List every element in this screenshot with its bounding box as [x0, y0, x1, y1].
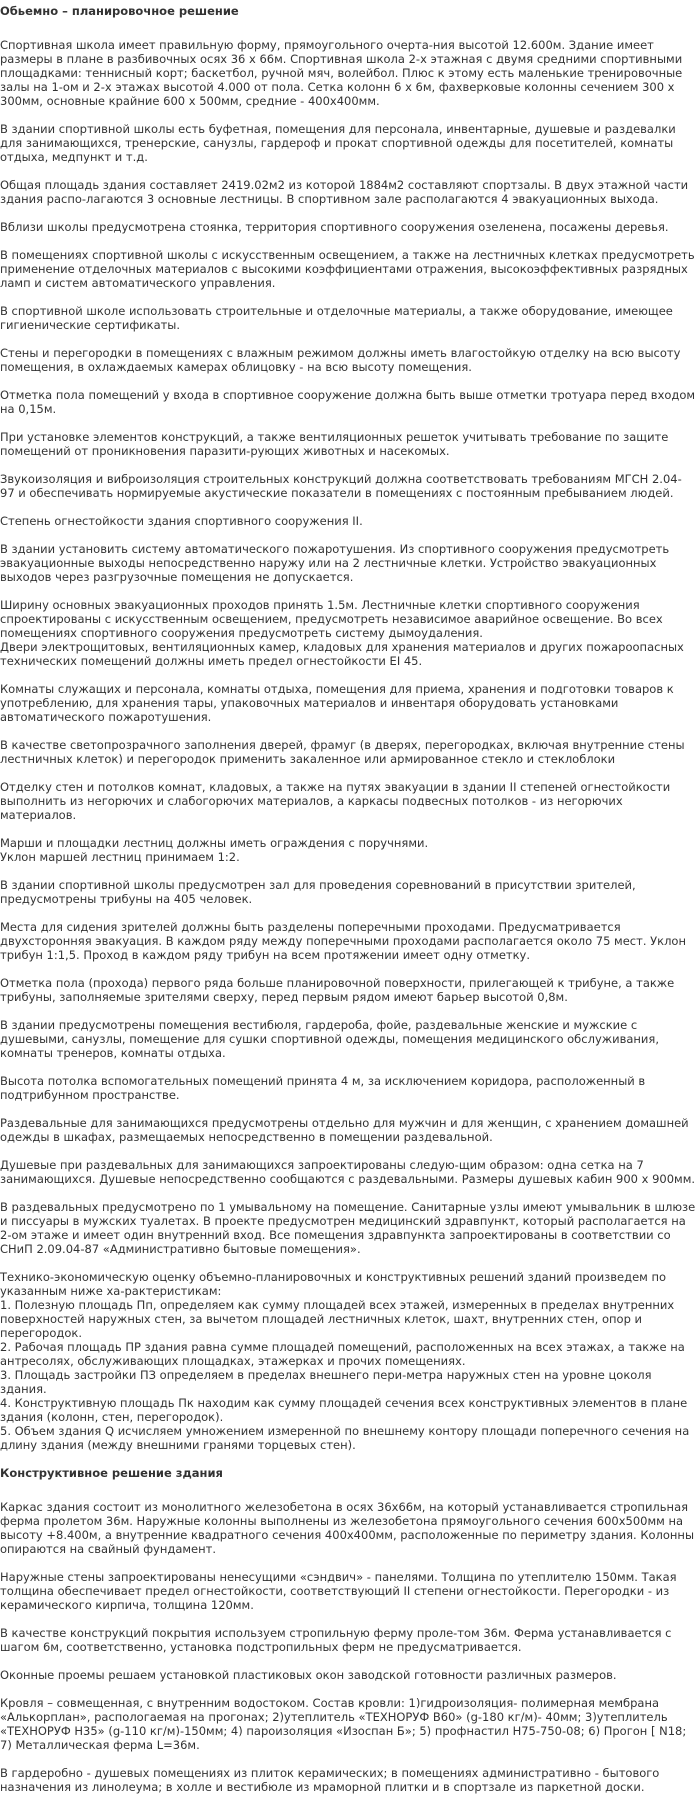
paragraph: Вблизи школы предусмотрена стоянка, территория спортивного сооружения озеленена, посажены деревья. — [0, 220, 669, 234]
paragraph: Степень огнестойкости здания спортивного сооружения II. — [0, 514, 363, 528]
paragraph: Места для сидения зрителей должны быть разделены поперечными проходами. Предусматривается двухсторонняя эвакуация. В каждом ряду между поперечными проходами располагается около 75 мест. Уклон трибун 1:1,5. Проход в каждом ряду трибун на всем протяжении имеет одну отметку. — [0, 920, 686, 962]
paragraph: При установке элементов конструкций, а также вентиляционных решеток учитывать требование по защите помещений от проникновения паразити-рующих животных и насекомых. — [0, 430, 669, 458]
paragraph: Отметка пола (прохода) первого ряда больше планировочной поверхности, прилегающей к трибуне, а также трибуны, заполняемые зрителями сверху, перед первым рядом имеют барьер высотой 0,8м. — [0, 976, 675, 1004]
paragraph: В качестве светопрозрачного заполнения дверей, фрамуг (в дверях, перегородках, включая внутренние стены лестничных клеток) и перегородок применить закаленное или армированное стекло и стеклоблоки — [0, 738, 685, 766]
paragraph: Общая площадь здания составляет 2419.02м2 из которой 1884м2 составляют спортзалы. В двух этажной части здания распо-лагаются 3 основные лестницы. В спортивном зале располагаются 4 эвакуационных выхода. — [0, 178, 689, 206]
paragraph: Душевые при раздевальных для занимающихся запроектированы следую-щим образом: одна сетка на 7 занимающихся. Душевые непосредственно сообщаются с раздевальными. Размеры душевых кабин 900 х 900мм. — [0, 1158, 696, 1186]
paragraph: В здании предусмотрены помещения вестибюля, гардероба, фойе, раздевальные женские и мужские с душевыми, санузлы, помещение для сушки спортивной одежды, помещения медицинского обслуживания, комнаты тренеров, комнаты отдыха. — [0, 1018, 659, 1060]
paragraph: В здании установить систему автоматического пожаротушения. Из спортивного сооружения предусмотреть эвакуационные выходы непосредственно наружу или на 2 лестничные клетки. Устройство эвакуационных выходов через разгрузочные помещения не допускается. — [0, 542, 670, 584]
paragraph: Ширину основных эвакуационных проходов принять 1.5м. Лестничные клетки спортивного сооружения спроектированы с искусственным освещением, предусмотреть независимое аварийное освещение. Во всех помещениях спортивного сооружения предусмотреть систему дымоудаления. Двери электрощитовых, вентиляционных камер, кладовых для хранения материалов и других пожароопасных технических помещений должны иметь предел огнестойкости EI 45. — [0, 598, 684, 668]
paragraph: Наружные стены запроектированы ненесущими «сэндвич» - панелями. Толщина по утеплителю 150мм. Такая толщина обеспечивает предел огнестойкости, соответствующий II степени огнестойкости. Перегородки - из керамического кирпича, толщина 120мм. — [0, 1570, 677, 1612]
paragraph: В спортивной школе использовать строительные и отделочные материалы, а также оборудование, имеющее гигиенические сертификаты. — [0, 304, 673, 332]
paragraph: Кровля – совмещенная, с внутренним водостоком. Состав кровли: 1)гидроизоляция- полимерная мембрана «Алькорплан», распологаемая на прогонах; 2)утеплитель «ТЕХНОРУФ В60» (g-180 кг/м)- 40мм; 3)утеплитель «ТЕХНОРУФ Н35» (g-110 кг/м)-150мм; 4) пароизоляция «Изоспан Б»; 5) профнастил Н75-750-08; 6) Прогон [ N18; 7) Металлическая ферма L=36м. — [0, 1696, 687, 1752]
paragraph: В раздевальных предусмотрено по 1 умывальному на помещение. Санитарные узлы имеют умывальник в шлюзе и писсуары в мужских туалетах. В проекте предусмотрен медицинский здравпункт, который располагается на 2-ом этаже и имеет один внутренний вход. Все помещения здравпункта запроектированы в соответствии со СНиП 2.09.04-87 «Административно бытовые помещения». — [0, 1200, 696, 1256]
paragraph: Отделку стен и потолков комнат, кладовых, а также на путях эвакуации в здании II степеней огнестойкости выполнить из негорючих и слабогорючих материалов, а каркасы подвесных потолков - из негорючих материалов. — [0, 780, 671, 822]
paragraph: Стены и перегородки в помещениях с влажным режимом должны иметь влагостойкую отделку на всю высоту помещения, в охлаждаемых камерах облицовку - на всю высоту помещения. — [0, 346, 681, 374]
paragraph: Марши и площадки лестниц должны иметь ограждения с поручнями. Уклон маршей лестниц принимаем 1:2. — [0, 836, 429, 864]
paragraph: Высота потолка вспомогательных помещений принята 4 м, за исключением коридора, расположенный в подтрибунном пространстве. — [0, 1074, 646, 1102]
paragraph: Отметка пола помещений у входа в спортивное сооружение должна быть выше отметки тротуара перед входом на 0,15м. — [0, 388, 696, 416]
section-body-space-planning — [0, 38, 696, 1452]
paragraph: В гардеробно - душевых помещениях из плиток керамических; в помещениях административно - бытового назначения из линолеума; в холле и вестибюле из мраморной плитки и в спортзале из паркетной доски. — [0, 1766, 660, 1794]
paragraph: Оконные проемы решаем установкой пластиковых окон заводской готовности различных размеров. — [0, 1668, 617, 1682]
paragraph: В качестве конструкций покрытия используем стропильную ферму проле-том 36м. Ферма устанавливается с шагом 6м, соответственно, установка подстропильных ферм не предусматривается. — [0, 1626, 672, 1654]
section-title-structural: Конструктивное решение здания — [0, 1466, 223, 1480]
paragraph: В здании спортивной школы есть буфетная, помещения для персонала, инвентарные, душевые и раздевалки для занимающихся, тренерские, санузлы, гардероф и прокат спортивной одежды для посетителей, комнаты отдыха, медпункт и т.д. — [0, 122, 676, 164]
paragraph: Комнаты служащих и персонала, комнаты отдыха, помещения для приема, хранения и подготовки товаров к употреблению, для хранения тары, упаковочных материалов и инвентаря оборудовать установками автоматического пожаротушения. — [0, 682, 674, 724]
paragraph: Раздевальные для занимающихся предусмотрены отдельно для мужчин и для женщин, с хранением домашней одежды в шкафах, размещаемых непосредственно в помещении раздевальной. — [0, 1116, 689, 1144]
paragraph: Каркас здания состоит из монолитного железобетона в осях 36х66м, на который устанавливается стропильная ферма пролетом 36м. Наружные колонны выполнены из железобетона прямоугольного сечения 600х500мм на высоту +8.400м, а внутренние квадратного сечения 400х400мм, расположенные по периметру здания. Колонны опираются на свайный фундамент. — [0, 1500, 695, 1556]
paragraph: В помещениях спортивной школы с искусственным освещением, а также на лестничных клетках предусмотреть применение отделочных материалов с высокими коэффициентами отражения, высокоэффективных разрядных ламп и систем автоматического управления. — [0, 248, 695, 290]
paragraph: В здании спортивной школы предусмотрен зал для проведения соревнований в присутствии зрителей, предусмотрены трибуны на 405 человек. — [0, 878, 636, 906]
paragraph: Звукоизоляция и виброизоляция строительных конструкций должна соответствовать требованиям МГСН 2.04-97 и обеспечивать нормируемые акустические показатели в помещениях с постоянным пребыванием людей. — [0, 472, 682, 500]
paragraph: Спортивная школа имеет правильную форму, прямоугольного очерта-ния высотой 12.600м. Здание имеет размеры в плане в разбивочных осях 36 х 66м. Спортивная школа 2-х этажная с двумя средними спортивными площадками: теннисный корт; баскетбол, ручной мяч, волейбол. Плюс к этому есть маленькие тренировочные залы на 1-ом и 2-х этажах высотой 4.000 от пола. Сетка колонн 6 х 6м, фахверковые колонны сечением 300 х 300мм, основные крайние 600 х 500мм, средние - 400х400мм. — [0, 38, 683, 108]
section-title-space-planning: Обьемно – планировочное решение — [0, 4, 239, 18]
paragraph: Технико-экономическую оценку объемно-планировочных и конструктивных решений зданий произведем по указанным ниже ха-рактеристикам: 1. Полезную площадь Пп, определяем как сумму площадей всех этажей, измеренных в пределах внутренних поверхностей наружных стен, за вычетом площадей лестничных клеток, шахт, внутренних стен, опор и перегородок. 2. Рабочая площадь ПР здания равна сумме площадей помещений, расположенных на всех этажах, а также на антресолях, обслуживающих площадках, этажерках и прочих помещениях. 3. Площадь застройки ПЗ определяем в пределах внешнего пери-метра наружных стен на уровне цоколя здания. 4. Конструктивную площадь Пк находим как сумму площадей сечения всех конструктивных элементов в плане здания (колонн, стен, перегородок). 5. Объем здания Q исчисляем умножением измеренной по внешнему контору площади поперечного сечения на длину здания (между внешними гранями торцевых стен). — [0, 1270, 690, 1452]
section-body-structural — [0, 1500, 696, 1794]
